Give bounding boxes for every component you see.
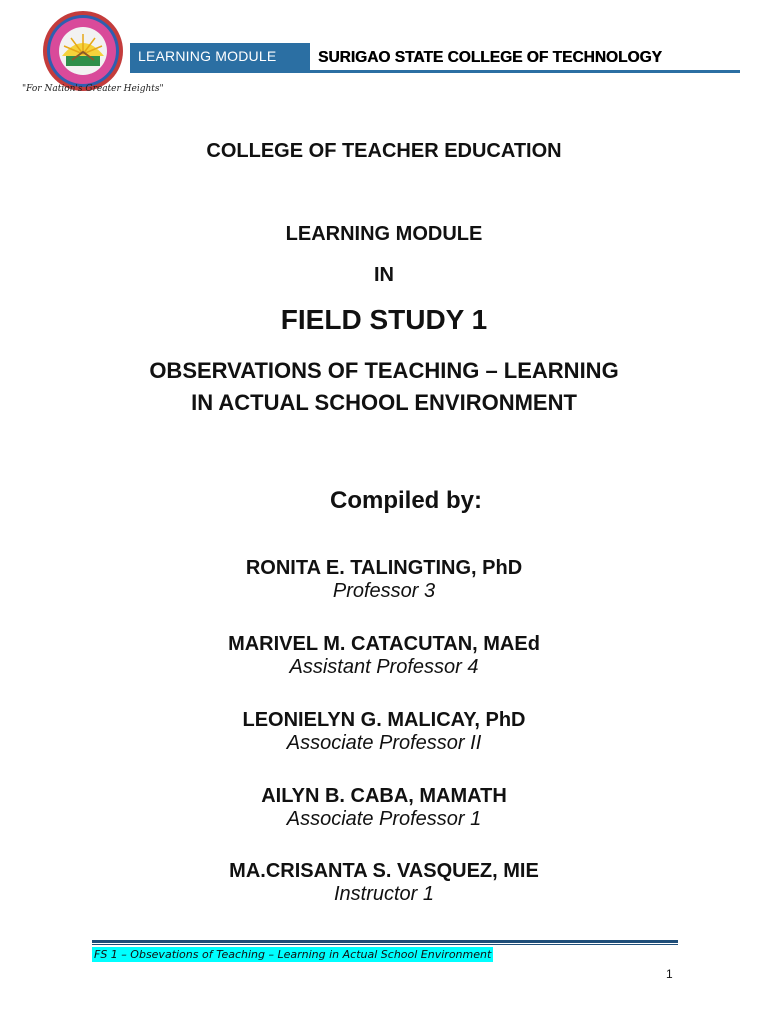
author-title: Instructor 1: [333, 883, 435, 905]
learning-module-heading: LEARNING MODULE: [285, 223, 483, 245]
author-name: MA.CRISANTA S. VASQUEZ, MIE: [229, 860, 539, 882]
college-name-banner: SURIGAO STATE COLLEGE OF TECHNOLOGY: [310, 43, 740, 73]
author-name: RONITA E. TALINGTING, PhD: [245, 557, 523, 579]
author-block: [0, 709, 768, 755]
college-motto: "For Nation's Greater Heights": [22, 84, 164, 94]
author-title: Assistant Professor 4: [289, 656, 479, 678]
author-block: [0, 860, 768, 906]
course-subtitle-line-1: OBSERVATIONS OF TEACHING – LEARNING: [149, 358, 619, 383]
author-block: [0, 633, 768, 679]
author-block: [0, 785, 768, 831]
author-block: [0, 557, 768, 603]
college-seal-logo: [42, 10, 124, 92]
compiled-by-label: Compiled by:: [329, 487, 482, 514]
footer-divider: [92, 940, 678, 943]
author-title: Associate Professor 1: [286, 808, 482, 830]
college-department: COLLEGE OF TEACHER EDUCATION: [206, 140, 562, 162]
page-number: 1: [666, 967, 673, 981]
course-subtitle: [0, 355, 768, 419]
page-header: [0, 0, 768, 110]
footer-running-title: FS 1 – Obsevations of Teaching – Learning in Actual School Environment: [94, 948, 492, 961]
in-connector: IN: [374, 264, 394, 286]
course-title: FIELD STUDY 1: [280, 304, 488, 335]
author-title: Professor 3: [332, 580, 436, 602]
course-subtitle-line-2: IN ACTUAL SCHOOL ENVIRONMENT: [191, 390, 577, 415]
footer-divider-thin: [92, 944, 678, 945]
author-name: AILYN B. CABA, MAMATH: [261, 785, 507, 807]
author-name: MARIVEL M. CATACUTAN, MAEd: [228, 633, 540, 655]
author-name: LEONIELYN G. MALICAY, PhD: [242, 709, 526, 731]
learning-module-tab: LEARNING MODULE: [130, 43, 310, 73]
author-title: Associate Professor II: [286, 732, 482, 754]
